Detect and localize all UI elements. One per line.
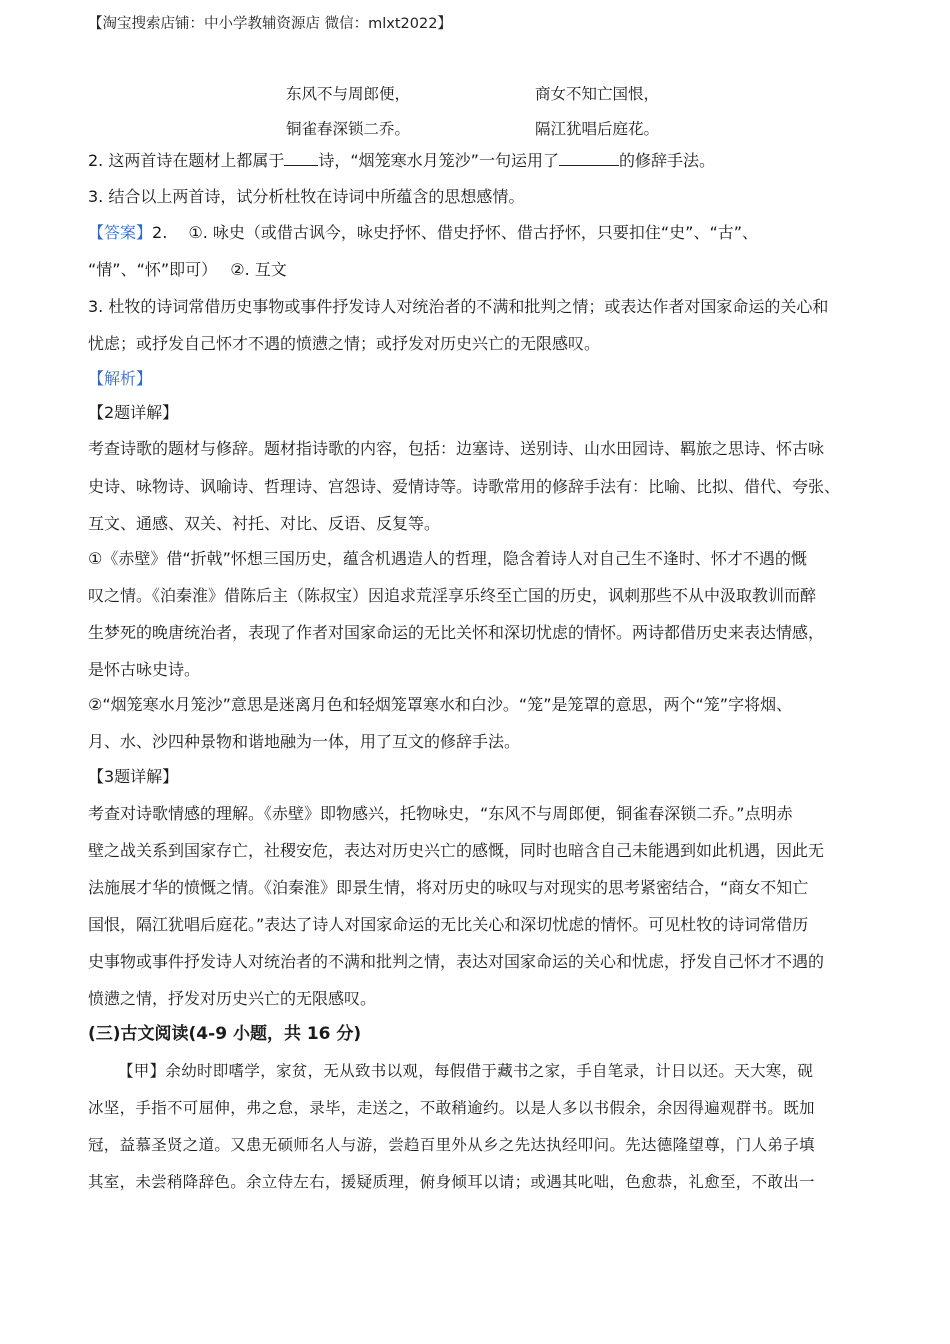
answer-blank-1 bbox=[284, 149, 318, 166]
poem-line-2b: 隔江犹唱后庭花。 bbox=[535, 120, 660, 138]
answer-line-4: 忧虑；或抒发自己怀才不遇的愤懑之情；或抒发对历史兴亡的无限感叹。 bbox=[88, 334, 601, 353]
analysis-q3-line-5: 史事物或事件抒发诗人对统治者的不满和批判之情，表达对国家命运的关心和忧虑，抒发自己怀才不遇的 bbox=[88, 952, 825, 971]
analysis-para-4: ①《赤壁》借“折戟”怀想三国历史，蕴含机遇造人的哲理，隐含着诗人对自己生不逢时、怀才不遇的慨 bbox=[88, 549, 807, 568]
answer-line-1 bbox=[88, 222, 758, 244]
analysis-heading-2: 【2题详解】 bbox=[88, 403, 179, 422]
answer-line-3: 3. 杜牧的诗词常借历史事物或事件抒发诗人对统治者的不满和批判之情；或表达作者对国家命运的关心和 bbox=[88, 297, 829, 316]
answer-line-2: “情”、“怀”即可） ②. 互文 bbox=[88, 260, 287, 279]
classical-text-line-4: 其室，未尝稍降辞色。余立侍左右，援疑质理，俯身倾耳以请；或遇其叱咄，色愈恭，礼愈至，不敢出一 bbox=[88, 1173, 815, 1191]
classical-text-line-2: 冰坚，手指不可屈伸，弗之怠，录毕，走送之，不敢稍逾约。以是人多以书假余，余因得遍观群书。既加 bbox=[88, 1099, 815, 1117]
poem-line-1a: 东风不与周郎便， bbox=[286, 85, 411, 103]
analysis-tag: 【解析】 bbox=[88, 369, 153, 388]
question-2 bbox=[88, 149, 715, 172]
analysis-para-8: ②“烟笼寒水月笼沙”意思是迷离月色和轻烟笼罩寒水和白沙。“笼”是笼罩的意思，两个“笼”字将烟、 bbox=[88, 695, 793, 714]
analysis-heading-3: 【3题详解】 bbox=[88, 767, 179, 786]
question-3: 3. 结合以上两首诗，试分析杜牧在诗词中所蕴含的思想感情。 bbox=[88, 187, 525, 206]
poem-line-1b: 商女不知亡国恨， bbox=[535, 85, 660, 103]
question-2-part-1: 2. 这两首诗在题材上都属于 bbox=[88, 151, 285, 170]
analysis-para-2: 史诗、咏物诗、讽喻诗、哲理诗、宫怨诗、爱情诗等。诗歌常用的修辞手法有：比喻、比拟、借代、夸张、 bbox=[88, 477, 841, 496]
classical-text-line-3: 冠，益慕圣贤之道。又患无硕师名人与游，尝趋百里外从乡之先达执经叩问。先达德隆望尊，门人弟子填 bbox=[88, 1136, 815, 1154]
analysis-q3-line-1: 考查对诗歌情感的理解。《赤壁》即物感兴，托物咏史，“东风不与周郎便，铜雀春深锁二乔。”点明赤 bbox=[88, 804, 793, 823]
analysis-para-1: 考查诗歌的题材与修辞。题材指诗歌的内容，包括：边塞诗、送别诗、山水田园诗、羁旅之思诗、怀古咏 bbox=[88, 439, 825, 458]
question-2-part-3: 的修辞手法。 bbox=[618, 151, 715, 170]
analysis-q3-line-6: 愤懑之情，抒发对历史兴亡的无限感叹。 bbox=[88, 989, 377, 1008]
answer-blank-2 bbox=[559, 149, 619, 166]
poem-line-2a: 铜雀春深锁二乔。 bbox=[286, 120, 411, 138]
analysis-para-5: 叹之情。《泊秦淮》借陈后主（陈叔宝）因追求荒淫享乐终至亡国的历史，讽刺那些不从中汲取教训而醉 bbox=[88, 586, 817, 605]
page-header-watermark: 【淘宝搜索店铺：中小学教辅资源店 微信：mlxt2022】 bbox=[88, 16, 452, 32]
classical-text-line-1: 【甲】余幼时即嗜学，家贫，无从致书以观，每假借于藏书之家，手自笔录，计日以还。天大寒，砚 bbox=[118, 1062, 814, 1080]
question-2-part-2: 诗，“烟笼寒水月笼沙”一句运用了 bbox=[318, 151, 559, 170]
answer-tag: 【答案】 bbox=[88, 223, 153, 242]
analysis-q3-line-2: 壁之战关系到国家存亡，社稷安危，表达对历史兴亡的感慨，同时也暗含自己未能遇到如此机遇，因此无 bbox=[88, 841, 825, 860]
analysis-para-6: 生梦死的晚唐统治者，表现了作者对国家命运的无比关怀和深切忧虑的情怀。两诗都借历史来表达情感， bbox=[88, 623, 825, 642]
analysis-q3-line-3: 法施展才华的愤慨之情。《泊秦淮》即景生情，将对历史的咏叹与对现实的思考紧密结合，“商女不知亡 bbox=[88, 878, 809, 897]
analysis-q3-line-4: 国恨，隔江犹唱后庭花。”表达了诗人对国家命运的无比关心和深切忧虑的情怀。可见杜牧的诗词常借历 bbox=[88, 915, 809, 934]
analysis-para-3: 互文、通感、双关、衬托、对比、反语、反复等。 bbox=[88, 514, 441, 533]
answer-text-1: 2. ①. 咏史（或借古讽今，咏史抒怀、借史抒怀、借古抒怀，只要扣住“史”、“古”、 bbox=[152, 223, 759, 242]
analysis-para-9: 月、水、沙四种景物和谐地融为一体，用了互文的修辞手法。 bbox=[88, 732, 521, 751]
analysis-para-7: 是怀古咏史诗。 bbox=[88, 660, 201, 679]
section-heading-classical: (三)古文阅读(4-9 小题，共 16 分) bbox=[88, 1024, 362, 1044]
